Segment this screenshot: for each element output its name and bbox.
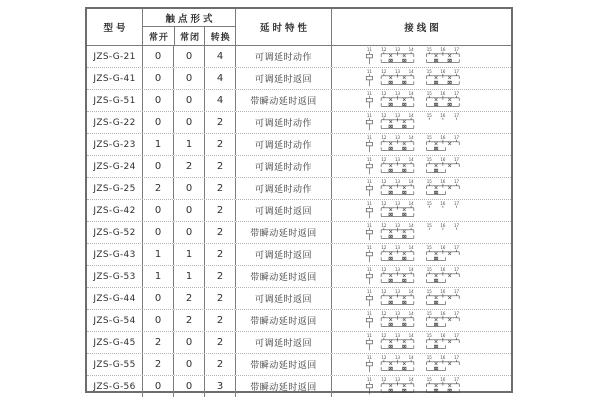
normally-open-count: 1 <box>143 244 174 265</box>
transfer-count: 2 <box>205 134 236 155</box>
normally-closed-count: 0 <box>174 354 205 375</box>
svg-text:17: 17 <box>453 68 459 74</box>
svg-text:13: 13 <box>394 222 400 228</box>
normally-closed-count: 0 <box>174 222 205 243</box>
svg-text:12: 12 <box>380 112 386 118</box>
model-cell: JZS-G-51 <box>87 90 143 111</box>
svg-text:17: 17 <box>453 288 459 294</box>
svg-text:14: 14 <box>408 134 414 140</box>
svg-text:12: 12 <box>380 200 386 206</box>
svg-text:15: 15 <box>426 332 432 338</box>
svg-text:16: 16 <box>439 244 445 250</box>
svg-text:17: 17 <box>453 244 459 250</box>
svg-text:13: 13 <box>394 244 400 250</box>
svg-text:11: 11 <box>366 310 372 316</box>
svg-text:12: 12 <box>380 68 386 74</box>
delay-characteristic-cell: 可调延时返回 <box>236 288 332 309</box>
svg-text:16: 16 <box>439 46 445 52</box>
svg-text:12: 12 <box>380 354 386 360</box>
transfer-count: 2 <box>205 354 236 375</box>
svg-text:12: 12 <box>380 332 386 338</box>
table-row <box>87 243 511 265</box>
normally-open-count: 1 <box>143 266 174 287</box>
transfer-count: 3 <box>205 376 236 397</box>
table-row <box>87 111 511 133</box>
svg-text:11: 11 <box>366 200 372 206</box>
normally-open-count: 0 <box>143 112 174 133</box>
transfer-count: 2 <box>205 222 236 243</box>
svg-text:15: 15 <box>426 354 432 360</box>
model-cell: JZS-G-44 <box>87 288 143 309</box>
model-cell: JZS-G-45 <box>87 332 143 353</box>
svg-text:12: 12 <box>380 156 386 162</box>
svg-text:12: 12 <box>380 222 386 228</box>
svg-text:14: 14 <box>408 288 414 294</box>
transfer-count: 2 <box>205 288 236 309</box>
svg-text:11: 11 <box>366 178 372 184</box>
svg-text:17: 17 <box>453 134 459 140</box>
normally-closed-count: 0 <box>174 200 205 221</box>
wiring-diagram-cell <box>332 156 511 177</box>
delay-characteristic-cell: 带瞬动延时返回 <box>236 222 332 243</box>
svg-text:14: 14 <box>408 112 414 118</box>
normally-closed-count: 0 <box>174 90 205 111</box>
wiring-diagram-cell <box>332 354 511 375</box>
svg-text:14: 14 <box>408 244 414 250</box>
delay-characteristic-cell: 可调延时动作 <box>236 178 332 199</box>
wiring-diagram <box>363 156 481 177</box>
svg-text:11: 11 <box>366 68 372 74</box>
svg-text:11: 11 <box>366 46 372 52</box>
wiring-diagram-cell <box>332 134 511 155</box>
table-row <box>87 221 511 243</box>
wiring-diagram <box>363 354 481 375</box>
transfer-count: 4 <box>205 68 236 89</box>
svg-text:16: 16 <box>439 354 445 360</box>
transfer-count: 2 <box>205 112 236 133</box>
table-row <box>87 287 511 309</box>
table-row <box>87 89 511 111</box>
normally-open-count: 0 <box>143 222 174 243</box>
svg-text:16: 16 <box>439 310 445 316</box>
wiring-diagram <box>363 266 481 287</box>
delay-characteristic-cell: 可调延时动作 <box>236 112 332 133</box>
transfer-count: 4 <box>205 46 236 67</box>
svg-text:15: 15 <box>426 266 432 272</box>
header-delay-characteristic: 延时特性 <box>236 9 332 45</box>
transfer-count: 2 <box>205 332 236 353</box>
svg-text:17: 17 <box>453 46 459 52</box>
svg-text:12: 12 <box>380 178 386 184</box>
svg-text:11: 11 <box>366 134 372 140</box>
svg-text:13: 13 <box>394 288 400 294</box>
svg-text:16: 16 <box>439 112 445 118</box>
normally-open-count: 0 <box>143 376 174 397</box>
wiring-diagram <box>363 200 481 221</box>
svg-text:16: 16 <box>439 156 445 162</box>
transfer-count: 2 <box>205 266 236 287</box>
table-row <box>87 375 511 397</box>
delay-characteristic-cell: 可调延时返回 <box>236 332 332 353</box>
normally-open-count: 0 <box>143 156 174 177</box>
model-cell: JZS-G-25 <box>87 178 143 199</box>
model-cell: JZS-G-53 <box>87 266 143 287</box>
svg-text:17: 17 <box>453 332 459 338</box>
header-wiring-diagram: 接线图 <box>404 23 442 34</box>
delay-characteristic-cell: 带瞬动延时返回 <box>236 354 332 375</box>
table-row <box>87 331 511 353</box>
svg-text:13: 13 <box>394 68 400 74</box>
svg-text:14: 14 <box>408 222 414 228</box>
wiring-diagram <box>363 310 481 331</box>
normally-open-count: 0 <box>143 200 174 221</box>
header-contact-form: 触点形式 <box>143 9 235 27</box>
normally-closed-count: 2 <box>174 156 205 177</box>
normally-open-count: 2 <box>143 178 174 199</box>
svg-text:14: 14 <box>408 200 414 206</box>
delay-characteristic-cell: 带瞬动延时返回 <box>236 266 332 287</box>
svg-text:15: 15 <box>426 288 432 294</box>
wiring-diagram-cell <box>332 288 511 309</box>
normally-closed-count: 1 <box>174 266 205 287</box>
delay-characteristic-cell: 带瞬动延时返回 <box>236 310 332 331</box>
delay-characteristic-cell: 带瞬动延时返回 <box>236 90 332 111</box>
svg-text:17: 17 <box>453 310 459 316</box>
wiring-diagram-cell <box>332 90 511 111</box>
normally-closed-count: 0 <box>174 178 205 199</box>
svg-text:15: 15 <box>426 90 432 96</box>
wiring-diagram <box>363 288 481 309</box>
svg-text:13: 13 <box>394 112 400 118</box>
wiring-diagram <box>363 90 481 111</box>
model-cell: JZS-G-23 <box>87 134 143 155</box>
svg-text:17: 17 <box>453 222 459 228</box>
svg-text:17: 17 <box>453 178 459 184</box>
normally-closed-count: 0 <box>174 46 205 67</box>
transfer-count: 2 <box>205 200 236 221</box>
svg-text:15: 15 <box>426 222 432 228</box>
svg-text:17: 17 <box>453 156 459 162</box>
svg-text:12: 12 <box>380 134 386 140</box>
wiring-diagram <box>363 332 481 353</box>
transfer-count: 2 <box>205 178 236 199</box>
table-row <box>87 133 511 155</box>
svg-text:12: 12 <box>380 266 386 272</box>
svg-text:15: 15 <box>426 134 432 140</box>
normally-closed-count: 0 <box>174 376 205 397</box>
svg-text:11: 11 <box>366 156 372 162</box>
svg-text:12: 12 <box>380 310 386 316</box>
svg-text:15: 15 <box>426 376 432 382</box>
svg-text:16: 16 <box>439 376 445 382</box>
svg-text:16: 16 <box>439 200 445 206</box>
normally-open-count: 0 <box>143 288 174 309</box>
svg-text:11: 11 <box>366 244 372 250</box>
model-cell: JZS-G-55 <box>87 354 143 375</box>
header-transfer: 转换 <box>204 27 235 45</box>
svg-text:13: 13 <box>394 90 400 96</box>
svg-text:14: 14 <box>408 156 414 162</box>
normally-open-count: 0 <box>143 68 174 89</box>
svg-text:11: 11 <box>366 112 372 118</box>
table-body <box>87 46 511 397</box>
svg-text:11: 11 <box>366 332 372 338</box>
svg-text:16: 16 <box>439 90 445 96</box>
transfer-count: 2 <box>205 156 236 177</box>
normally-closed-count: 0 <box>174 68 205 89</box>
normally-closed-count: 2 <box>174 310 205 331</box>
svg-text:13: 13 <box>394 310 400 316</box>
svg-text:11: 11 <box>366 90 372 96</box>
delay-characteristic-cell: 可调延时返回 <box>236 68 332 89</box>
wiring-diagram-cell <box>332 46 511 67</box>
model-cell: JZS-G-43 <box>87 244 143 265</box>
svg-text:16: 16 <box>439 68 445 74</box>
wiring-diagram-cell <box>332 200 511 221</box>
wiring-diagram <box>363 134 481 155</box>
normally-closed-count: 1 <box>174 244 205 265</box>
svg-text:11: 11 <box>366 222 372 228</box>
transfer-count: 2 <box>205 310 236 331</box>
svg-text:17: 17 <box>453 200 459 206</box>
svg-text:15: 15 <box>426 156 432 162</box>
normally-open-count: 1 <box>143 134 174 155</box>
svg-text:14: 14 <box>408 178 414 184</box>
svg-text:13: 13 <box>394 178 400 184</box>
wiring-diagram <box>363 222 481 243</box>
wiring-diagram-cell <box>332 376 511 397</box>
svg-text:15: 15 <box>426 46 432 52</box>
model-cell: JZS-G-22 <box>87 112 143 133</box>
delay-characteristic-cell: 可调延时动作 <box>236 134 332 155</box>
svg-text:12: 12 <box>380 90 386 96</box>
model-cell: JZS-G-54 <box>87 310 143 331</box>
svg-text:13: 13 <box>394 332 400 338</box>
svg-text:14: 14 <box>408 310 414 316</box>
svg-text:14: 14 <box>408 46 414 52</box>
svg-text:16: 16 <box>439 266 445 272</box>
svg-text:17: 17 <box>453 266 459 272</box>
svg-text:14: 14 <box>408 266 414 272</box>
svg-text:13: 13 <box>394 156 400 162</box>
svg-text:14: 14 <box>408 90 414 96</box>
normally-open-count: 0 <box>143 46 174 67</box>
svg-text:17: 17 <box>453 112 459 118</box>
delay-characteristic-cell: 可调延时返回 <box>236 244 332 265</box>
svg-text:16: 16 <box>439 332 445 338</box>
wiring-diagram-cell <box>332 222 511 243</box>
svg-text:11: 11 <box>366 288 372 294</box>
svg-text:12: 12 <box>380 376 386 382</box>
delay-characteristic-cell: 可调延时动作 <box>236 46 332 67</box>
table-row <box>87 265 511 287</box>
wiring-diagram-cell <box>332 244 511 265</box>
wiring-diagram-cell <box>332 112 511 133</box>
transfer-count: 4 <box>205 90 236 111</box>
svg-text:12: 12 <box>380 244 386 250</box>
svg-text:15: 15 <box>426 112 432 118</box>
normally-open-count: 2 <box>143 332 174 353</box>
wiring-diagram-cell <box>332 266 511 287</box>
table-header <box>87 9 511 46</box>
model-cell: JZS-G-41 <box>87 68 143 89</box>
normally-closed-count: 0 <box>174 332 205 353</box>
wiring-diagram-cell <box>332 310 511 331</box>
svg-text:14: 14 <box>408 68 414 74</box>
model-cell: JZS-G-21 <box>87 46 143 67</box>
normally-closed-count: 0 <box>174 112 205 133</box>
model-cell: JZS-G-42 <box>87 200 143 221</box>
wiring-diagram <box>363 178 481 199</box>
wiring-diagram <box>363 68 481 89</box>
header-normally-closed: 常闭 <box>174 27 205 45</box>
svg-text:11: 11 <box>366 354 372 360</box>
svg-text:15: 15 <box>426 68 432 74</box>
svg-text:13: 13 <box>394 46 400 52</box>
wiring-diagram <box>363 112 481 133</box>
svg-text:13: 13 <box>394 134 400 140</box>
svg-text:12: 12 <box>380 288 386 294</box>
svg-text:13: 13 <box>394 200 400 206</box>
svg-text:15: 15 <box>426 178 432 184</box>
wiring-diagram <box>363 376 481 397</box>
header-model: 型号 <box>87 9 143 45</box>
wiring-diagram <box>363 244 481 265</box>
svg-text:15: 15 <box>426 310 432 316</box>
table-row <box>87 177 511 199</box>
wiring-diagram-cell <box>332 68 511 89</box>
svg-text:17: 17 <box>453 90 459 96</box>
svg-text:14: 14 <box>408 354 414 360</box>
normally-closed-count: 2 <box>174 288 205 309</box>
table-row <box>87 46 511 67</box>
svg-text:14: 14 <box>408 332 414 338</box>
table-row <box>87 155 511 177</box>
svg-text:17: 17 <box>453 376 459 382</box>
svg-text:16: 16 <box>439 134 445 140</box>
wiring-diagram-cell <box>332 332 511 353</box>
wiring-diagram <box>363 46 481 67</box>
svg-text:11: 11 <box>366 266 372 272</box>
transfer-count: 2 <box>205 244 236 265</box>
model-cell: JZS-G-56 <box>87 376 143 397</box>
svg-text:13: 13 <box>394 266 400 272</box>
header-normally-open: 常开 <box>148 32 169 43</box>
relay-spec-table <box>85 7 513 393</box>
svg-text:13: 13 <box>394 376 400 382</box>
svg-text:13: 13 <box>394 354 400 360</box>
normally-open-count: 2 <box>143 354 174 375</box>
svg-text:11: 11 <box>366 376 372 382</box>
svg-text:15: 15 <box>426 244 432 250</box>
normally-open-count: 0 <box>143 310 174 331</box>
delay-characteristic-cell: 可调延时返回 <box>236 200 332 221</box>
table-row <box>87 67 511 89</box>
table-row <box>87 199 511 221</box>
normally-closed-count: 1 <box>174 134 205 155</box>
normally-open-count: 0 <box>143 90 174 111</box>
wiring-diagram-cell <box>332 178 511 199</box>
svg-text:14: 14 <box>408 376 414 382</box>
svg-text:15: 15 <box>426 200 432 206</box>
svg-text:12: 12 <box>380 46 386 52</box>
model-cell: JZS-G-52 <box>87 222 143 243</box>
delay-characteristic-cell: 可调延时动作 <box>236 156 332 177</box>
table-row <box>87 309 511 331</box>
svg-text:16: 16 <box>439 288 445 294</box>
delay-characteristic-cell: 带瞬动延时返回 <box>236 376 332 397</box>
header-contact-subrow <box>143 27 235 45</box>
svg-text:16: 16 <box>439 178 445 184</box>
svg-text:16: 16 <box>439 222 445 228</box>
model-cell: JZS-G-24 <box>87 156 143 177</box>
table-row <box>87 353 511 375</box>
header-contact-form-group <box>143 9 236 45</box>
svg-text:17: 17 <box>453 354 459 360</box>
